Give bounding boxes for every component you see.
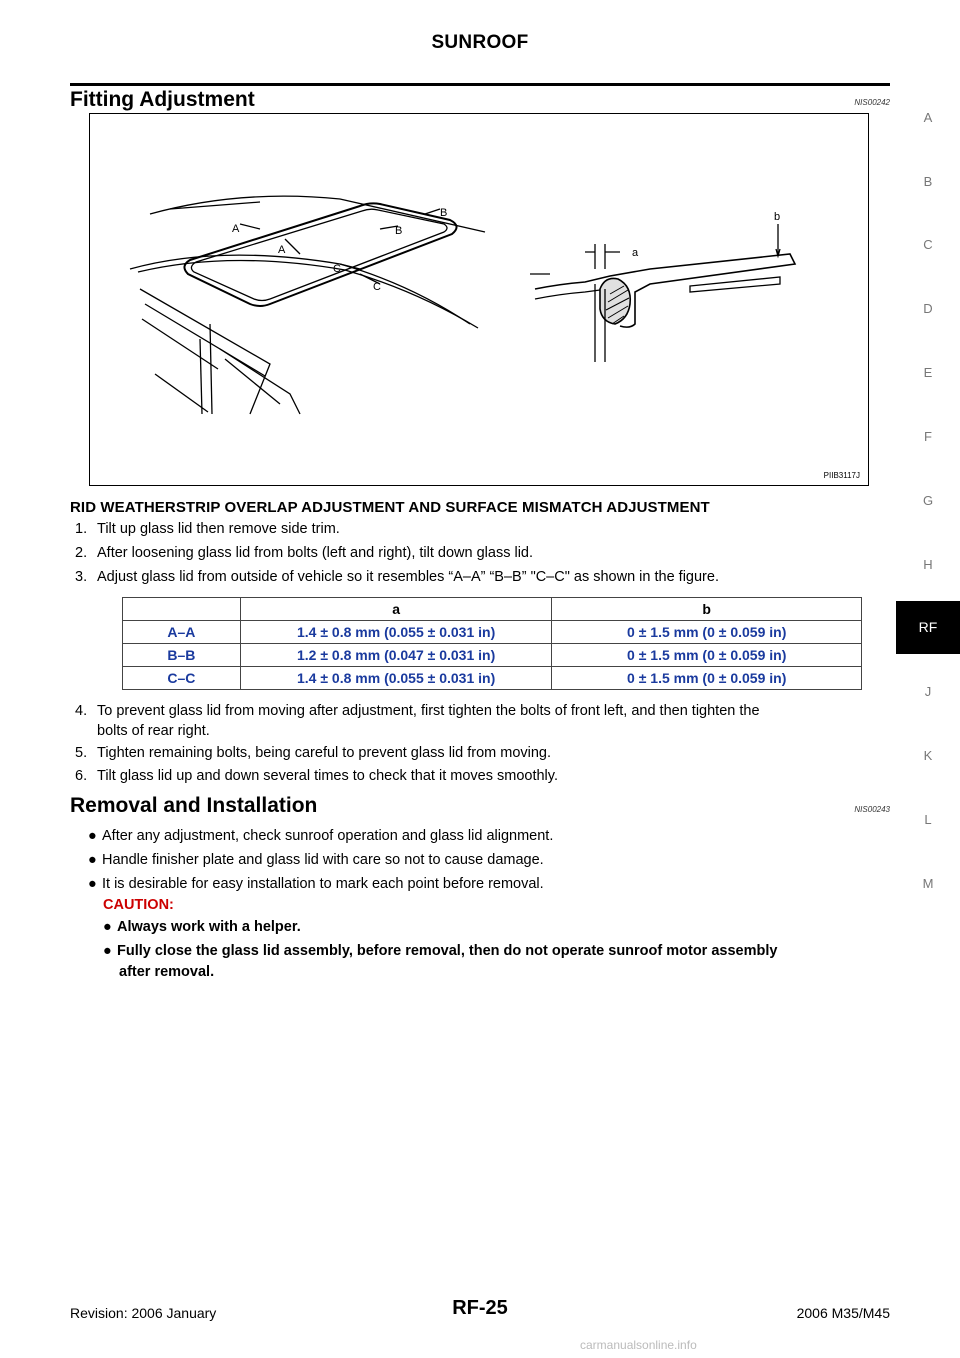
step-text: After loosening glass lid from bolts (left and right), tilt down glass lid. (97, 545, 534, 561)
table-header-cell: a (240, 598, 552, 621)
bullet-text: Handle finisher plate and glass lid with care so not to cause damage. (102, 852, 544, 868)
index-letter-l[interactable]: L (924, 812, 932, 827)
figure-label-c: C (373, 281, 381, 293)
index-letter-k[interactable]: K (923, 748, 933, 763)
index-tab-rf-active[interactable]: RF (896, 601, 960, 654)
figure-label-b: B (395, 225, 403, 237)
step-number: 5. (75, 745, 88, 761)
table-row (123, 621, 862, 644)
index-letter-e[interactable]: E (923, 365, 933, 380)
watermark-text: carmanualsonline.info (580, 1338, 697, 1352)
index-letter-c[interactable]: C (923, 237, 933, 252)
step-item (75, 518, 340, 540)
table-header-cell (123, 598, 241, 621)
removal-installation-title: Removal and Installation (70, 794, 318, 817)
removal-section-code: NIS00243 (854, 805, 890, 814)
bullet-icon: ● (103, 919, 112, 935)
index-letter-b[interactable]: B (923, 174, 933, 189)
step-item (75, 742, 551, 764)
caution-item (103, 941, 777, 962)
step-item (75, 765, 558, 787)
step-text: Tilt up glass lid then remove side trim. (97, 521, 340, 537)
dimension-label-a: a (632, 247, 639, 259)
list-item (88, 849, 544, 871)
caution-text: Fully close the glass lid assembly, before removal, then do not operate sunroof motor assembly (117, 943, 778, 959)
index-letter-f[interactable]: F (924, 429, 932, 444)
footer-page-number: RF-25 (452, 1297, 508, 1319)
step-text: Tilt glass lid up and down several times to check that it moves smoothly. (97, 768, 558, 784)
index-letter-m[interactable]: M (922, 876, 934, 891)
index-letter-g[interactable]: G (922, 493, 934, 508)
table-cell: 0 ± 1.5 mm (0 ± 0.059 in) (552, 644, 862, 667)
figure-illustration (90, 114, 870, 487)
table-cell: 1.2 ± 0.8 mm (0.047 ± 0.031 in) (240, 644, 552, 667)
step-item (75, 542, 533, 564)
table-row (123, 667, 862, 690)
figure-label-b: B (440, 207, 448, 219)
table-cell: 1.4 ± 0.8 mm (0.055 ± 0.031 in) (240, 667, 552, 690)
caution-item (103, 917, 301, 938)
footer-revision: Revision: 2006 January (70, 1305, 217, 1321)
table-cell: 0 ± 1.5 mm (0 ± 0.059 in) (552, 621, 862, 644)
bullet-text: It is desirable for easy installation to mark each point before removal. (102, 876, 544, 892)
step-text: Tighten remaining bolts, being careful to prevent glass lid from moving. (97, 745, 552, 761)
table-cell: A–A (123, 621, 241, 644)
removal-heading-row (70, 794, 890, 822)
table-row (123, 644, 862, 667)
figure-label-a: A (278, 244, 286, 256)
index-letter-a[interactable]: A (923, 110, 933, 125)
fitting-heading-row (70, 88, 890, 116)
list-item (88, 825, 553, 847)
table-cell: 0 ± 1.5 mm (0 ± 0.059 in) (552, 667, 862, 690)
step-number: 4. (75, 703, 88, 719)
footer-model: 2006 M35/M45 (796, 1305, 890, 1321)
page-header-title: SUNROOF (431, 32, 529, 53)
bullet-icon: ● (88, 852, 97, 868)
table-header-row (123, 598, 862, 621)
figure-label-a: A (232, 223, 240, 235)
list-item (88, 873, 544, 895)
weatherstrip-adjustment-subheading: RID WEATHERSTRIP OVERLAP ADJUSTMENT AND SURFACE MISMATCH ADJUSTMENT (70, 499, 710, 516)
step-number: 2. (75, 545, 88, 561)
bullet-icon: ● (88, 876, 97, 892)
step-text: To prevent glass lid from moving after adjustment, first tighten the bolts of front left, and then tighten the (97, 703, 760, 719)
step-item (75, 700, 890, 722)
table-cell: C–C (123, 667, 241, 690)
step-item (75, 566, 719, 588)
roof-line (150, 196, 485, 232)
figure-code: PIIB3117J (823, 471, 860, 480)
index-letter-d[interactable]: D (923, 301, 933, 316)
table-header-cell: b (552, 598, 862, 621)
caution-text-continued: after removal. (119, 964, 215, 980)
figure-label-c: C (333, 263, 341, 275)
caution-text: Always work with a helper. (117, 919, 301, 935)
bullet-icon: ● (103, 943, 112, 959)
step-number: 1. (75, 521, 88, 537)
sunroof-adjustment-figure (89, 113, 869, 486)
bullet-text: After any adjustment, check sunroof operation and glass lid alignment. (102, 828, 554, 844)
index-letter-j[interactable]: J (924, 684, 932, 699)
step-number: 6. (75, 768, 88, 784)
table-cell: B–B (123, 644, 241, 667)
fitting-adjustment-title: Fitting Adjustment (70, 88, 255, 111)
dimension-label-b: b (774, 211, 781, 223)
step-text-continued: bolts of rear right. (97, 723, 210, 739)
bullet-icon: ● (88, 828, 97, 844)
adjustment-spec-table (122, 597, 862, 690)
index-letter-h[interactable]: H (923, 557, 933, 572)
table-cell: 1.4 ± 0.8 mm (0.055 ± 0.031 in) (240, 621, 552, 644)
caution-label: CAUTION: (103, 897, 174, 913)
header-rule (70, 83, 890, 86)
step-number: 3. (75, 569, 88, 585)
step-text: Adjust glass lid from outside of vehicle so it resembles “A–A” “B–B” "C–C" as shown in the figure. (97, 569, 719, 585)
fitting-section-code: NIS00242 (854, 98, 890, 107)
